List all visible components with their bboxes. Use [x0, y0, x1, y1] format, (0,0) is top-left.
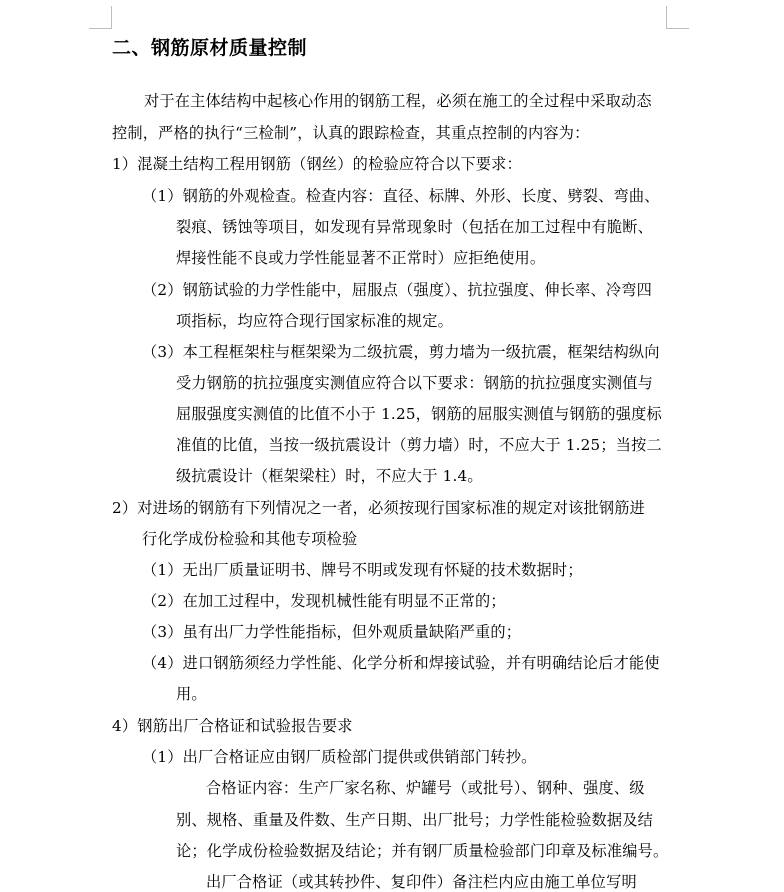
list-item-line: 用。 — [176, 685, 207, 703]
list-item-line: 级抗震设计（框架梁柱）时，不应大于 1.4。 — [176, 467, 483, 485]
list-item-line: （2）在加工过程中，发现机械性能有明显不正常的； — [142, 592, 506, 610]
list-item-line: 受力钢筋的抗拉强度实测值应符合以下要求：钢筋的抗拉强度实测值与 — [176, 374, 654, 392]
list-item-line: 项指标，均应符合现行国家标准的规定。 — [176, 312, 453, 330]
paragraph-line: 控制，严格的执行“三检制”，认真的跟踪检查，其重点控制的内容为： — [112, 124, 590, 142]
list-item-line: （1）钢筋的外观检查。检查内容：直径、标牌、外形、长度、劈裂、弯曲、 — [142, 187, 660, 205]
list-item-line: 准值的比值，当按一级抗震设计（剪力墙）时，不应大于 1.25；当按二 — [176, 436, 662, 454]
list-item-line: 1）混凝土结构工程用钢筋（钢丝）的检验应符合以下要求： — [112, 155, 522, 173]
paragraph-line: 别、规格、重量及件数、生产日期、出厂批号；力学性能检验数据及结 — [176, 811, 654, 829]
list-item-line: （4）进口钢筋须经力学性能、化学分析和焊接试验，并有明确结论后才能使 — [142, 654, 660, 672]
paragraph-line: 合格证内容：生产厂家名称、炉罐号（或批号）、钢种、强度、级 — [206, 779, 645, 797]
list-item-line: （1）出厂合格证应由钢厂质检部门提供或供销部门转抄。 — [142, 748, 537, 766]
crop-mark-top-right — [666, 6, 689, 29]
list-item-line: 行化学成份检验和其他专项检验 — [142, 530, 358, 548]
section-heading: 二、钢筋原材质量控制 — [112, 37, 308, 59]
list-item-line: 4）钢筋出厂合格证和试验报告要求 — [112, 717, 353, 735]
list-item-line: 屈服强度实测值的比值不小于 1.25，钢筋的屈服实测值与钢筋的强度标 — [176, 405, 662, 423]
list-item-line: （2）钢筋试验的力学性能中，屈服点（强度）、抗拉强度、伸长率、冷弯四 — [142, 281, 653, 299]
list-item-line: （1）无出厂质量证明书、牌号不明或发现有怀疑的技术数据时； — [142, 561, 583, 579]
list-item-line: 焊接性能不良或力学性能显著不正常时）应拒绝使用。 — [176, 249, 546, 267]
list-item-line: （3）本工程框架柱与框架梁为二级抗震，剪力墙为一级抗震，框架结构纵向 — [142, 343, 660, 361]
list-item-line: （3）虽有出厂力学性能指标，但外观质量缺陷严重的； — [142, 623, 522, 641]
paragraph-line: 论；化学成份检验数据及结论；并有钢厂质量检验部门印章及标准编号。 — [176, 842, 669, 860]
paragraph-line: 出厂合格证（或其转抄件、复印件）备注栏内应由施工单位写明 — [206, 873, 637, 891]
list-item-line: 裂痕、锈蚀等项目，如发现有异常现象时（包括在加工过程中有脆断、 — [176, 218, 654, 236]
list-item-line: 2）对进场的钢筋有下列情况之一者，必须按现行国家标准的规定对该批钢筋进 — [112, 499, 646, 517]
crop-mark-top-left — [89, 6, 112, 29]
paragraph-line: 对于在主体结构中起核心作用的钢筋工程，必须在施工的全过程中采取动态 — [144, 92, 652, 110]
